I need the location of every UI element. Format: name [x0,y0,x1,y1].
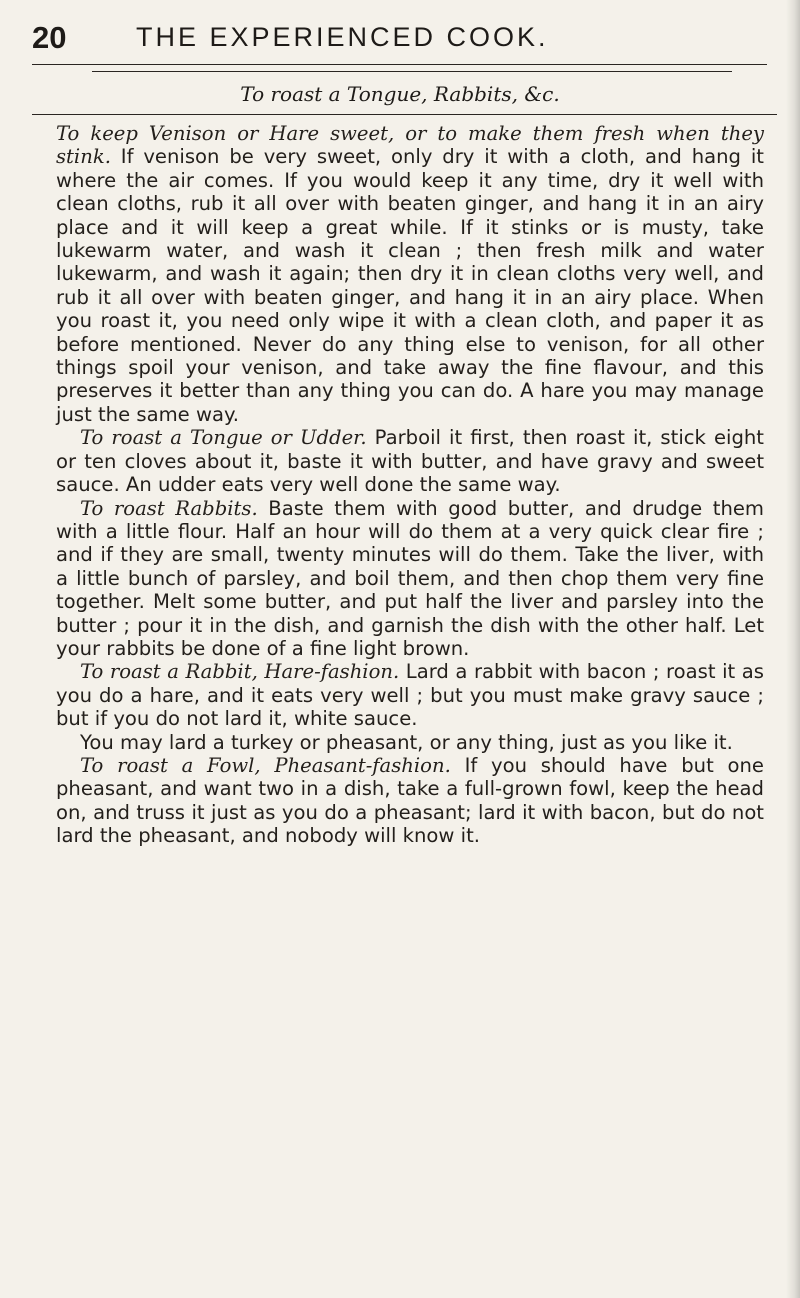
recipe-heading: To roast a Rabbit, Hare-fashion. [80,660,400,684]
page-number: 20 [32,20,67,55]
recipe-body: Lard a rabbit with bacon ; roast it as you do a hare, and it eats very well ; but you must make gravy sauce ; but if you do not lard it, white sauce. [56,660,765,731]
header-rule-top [32,64,767,65]
recipe-heading: To roast Rabbits. [80,496,258,520]
recipe-paragraph [56,754,764,848]
recipe-body: If you should have but one pheasant, and want two in a dish, take a full-grown fowl, keep the head on, and truss it just as you do a pheasant; lard it with bacon, but do not lard the pheasant, and nobody will know it. [56,753,764,848]
recipe-paragraph [56,426,764,496]
recipe-heading: To roast a Tongue or Udder. [80,426,367,450]
recipe-body: Parboil it first, then roast it, stick eight or ten cloves about it, baste it with butter, and have gravy and sweet sauce. An udder eats very well done the same way. [56,426,764,497]
recipe-body: If venison be very sweet, only dry it with a cloth, and hang it where the air comes. If you would keep it any time, dry it well with clean cloths, rub it all over with beaten ginger, and hang it in an airy place and it will keep a great while. If it stinks or is musty, take lukewarm water, and wash it clean ; then fresh milk and water lukewarm, and wash it again; then dry it in clean cloths very well, and rub it all over with beaten ginger, and hang it in an airy place. When you roast it, you need only wipe it with a clean cloth, and paper it as before mentioned. Never do any thing else to venison, for all other things spoil your venison, and take away the fine flavour, and this preserves it better than any thing you can do. A hare you may manage just the same way. [56,145,764,426]
recipe-paragraph [56,497,764,661]
recipe-heading: To keep Venison or Hare sweet, or to make them fresh when they stink. [56,122,764,169]
running-head [32,20,772,64]
header-rule-double [92,71,732,72]
subtitle-rule [32,114,777,115]
recipe-body: You may lard a turkey or pheasant, or any thing, just as you like it. [80,730,733,754]
recipe-body: Baste them with good butter, and drudge them with a little flour. Half an hour will do them at a very quick clear fire ; and if they are small, twenty minutes will do them. Take the liver, with a little bunch of parsley, and boil them, and then chop them very fine together. Melt some butter, and put half the liver and parsley into the butter ; pour it in the dish, and garnish the dish with the other half. Let your rabbits be done of a fine light brown. [56,496,765,660]
section-subtitle: To roast a Tongue, Rabbits, &c. [240,82,560,106]
recipe-paragraph [56,731,764,754]
recipe-text [56,122,764,848]
recipe-paragraph [56,660,764,730]
recipe-heading: To roast a Fowl, Pheasant-fashion. [80,753,451,777]
recipe-paragraph [56,122,764,426]
book-title: THE EXPERIENCED COOK. [136,22,549,52]
page-edge-shadow [786,0,800,1298]
